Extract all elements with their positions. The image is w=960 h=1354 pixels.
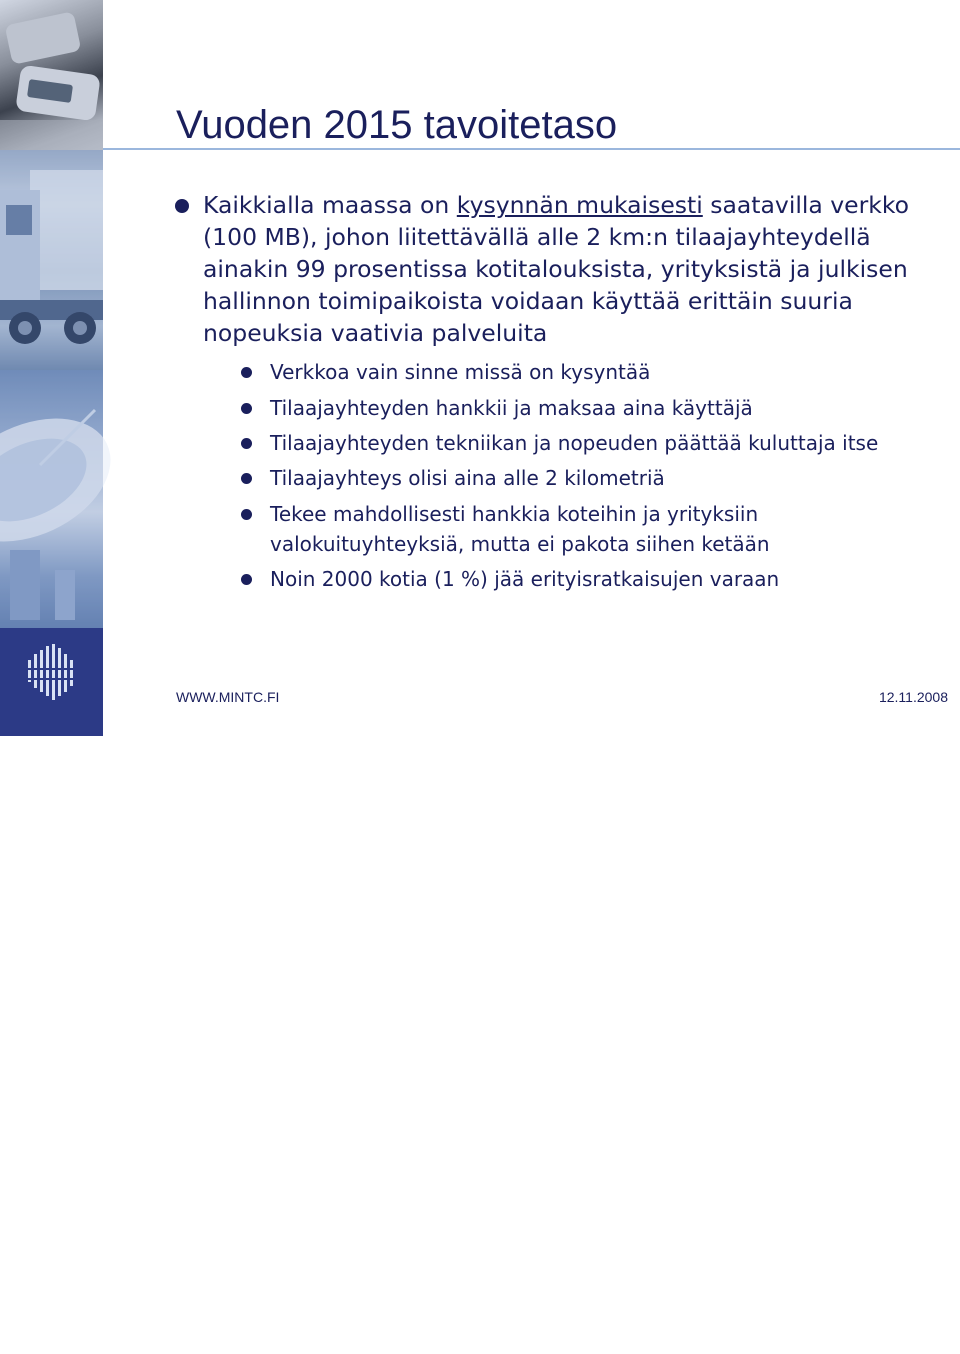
ministry-logo-box — [0, 628, 103, 1354]
sub-bullet-text: Tilaajayhteyden hankkii ja maksaa aina käyttäjä — [270, 396, 753, 420]
truck-photo — [0, 150, 103, 370]
main-bullet-part2: saatavilla verkko (100 MB), johon liitettävällä alle 2 km:n tilaajayhteydellä ainakin 99 prosentissa kotitalouksista, yrityksistä ja julkisen hallinnon toimipaikoista voidaan käyttää erittäin suuria nopeuksia vaativia palveluita — [203, 191, 910, 347]
sub-bullet-dot — [241, 574, 252, 585]
sub-bullet-text: Verkkoa vain sinne missä on kysyntää — [270, 360, 651, 384]
sub-bullet-text-continued: valokuituyhteyksiä, mutta ei pakota siihen ketään — [270, 532, 770, 556]
main-bullet-dot — [175, 199, 189, 213]
main-bullet-part1: Kaikkialla maassa on — [203, 191, 457, 219]
sub-bullet-dot — [241, 509, 252, 520]
sub-bullet-text: Tilaajayhteyden tekniikan ja nopeuden päättää kuluttaja itse — [270, 431, 879, 455]
sub-bullet-text: Tilaajayhteys olisi aina alle 2 kilometriä — [270, 466, 665, 490]
satellite-dish-photo — [0, 370, 103, 628]
sub-bullet-text: Noin 2000 kotia (1 %) jää erityisratkaisujen varaan — [270, 567, 780, 591]
sub-bullet-dot — [241, 473, 252, 484]
sub-bullet-dot — [241, 403, 252, 414]
page-number: 11 — [13, 1340, 26, 1354]
mobile-phones-photo — [0, 0, 103, 150]
footer-website: WWW.MINTC.FI — [176, 689, 280, 705]
main-bullet-text — [203, 189, 913, 349]
footer-date: 12.11.2008 — [878, 689, 948, 705]
ministry-logo-icon — [26, 640, 78, 710]
main-bullet-underlined: kysynnän mukaisesti — [456, 191, 703, 219]
sub-bullet-text: Tekee mahdollisesti hankkia koteihin ja yrityksiin — [270, 502, 759, 526]
title-underline-rule — [103, 148, 960, 150]
sub-bullet-dot — [241, 438, 252, 449]
side-photo-strip — [0, 0, 103, 1354]
sub-bullet-dot — [241, 367, 252, 378]
slide-title: Vuoden 2015 tavoitetaso — [176, 103, 618, 147]
